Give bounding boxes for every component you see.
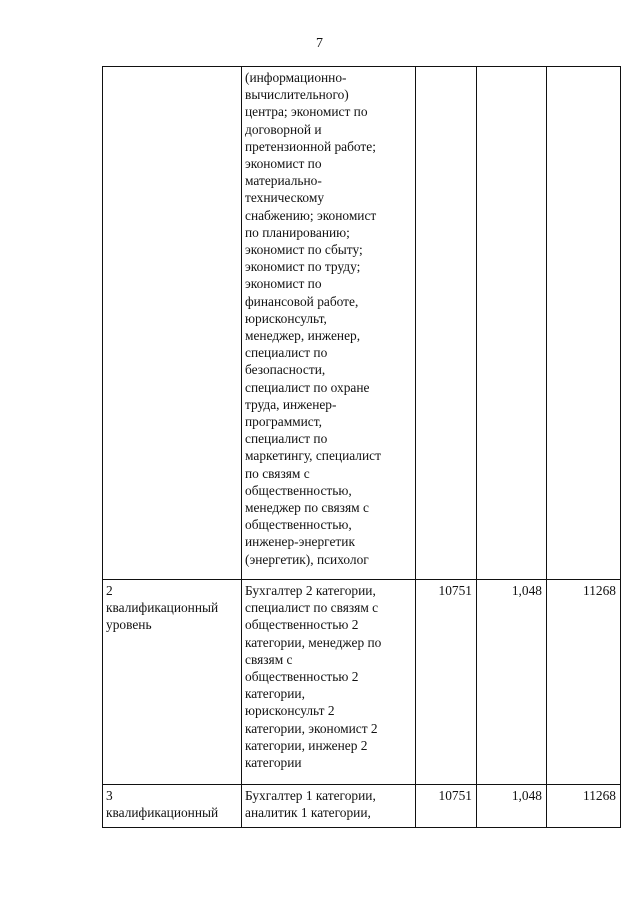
result-salary-cell — [547, 580, 621, 785]
coefficient-cell — [477, 67, 547, 580]
qualification-level-text: 3 квалификационный — [106, 788, 219, 821]
qualification-level-cell — [103, 580, 242, 785]
result-salary-text: 11268 — [583, 788, 616, 803]
page-number: 7 — [316, 36, 323, 51]
coefficient-text: 1,048 — [511, 583, 542, 598]
result-salary-cell — [547, 67, 621, 580]
base-salary-cell — [416, 67, 477, 580]
coefficient-cell — [477, 785, 547, 828]
base-salary-cell — [416, 785, 477, 828]
base-salary-text: 10751 — [438, 788, 472, 803]
table-row — [103, 785, 621, 828]
table-row — [103, 67, 621, 580]
base-salary-text: 10751 — [438, 583, 472, 598]
base-salary-cell — [416, 580, 477, 785]
qualification-level-cell — [103, 785, 242, 828]
position-titles-text: Бухгалтер 1 категории, аналитик 1 категории, — [245, 788, 376, 821]
result-salary-text: 11268 — [583, 583, 616, 598]
salary-table — [102, 66, 621, 828]
result-salary-cell — [547, 785, 621, 828]
qualification-level-text: 2 квалификационный уровень — [106, 583, 219, 633]
qualification-level-cell — [103, 67, 242, 580]
position-titles-cell — [242, 67, 416, 580]
position-titles-text: (информационно- вычислительного) центра; экономист по договорной и претензионной работе; экономист по материально- техническому снабжению; экономист по планированию; экономист по сбыту; экономист по труду; экономист по финансовой работе, юрисконсульт, менеджер, инженер, специалист по безопасности, специалист по охране труда, инженер- программист, специалист по маркетингу, специалист по связям с общественностью, менеджер по связям с общественностью, инженер-энергетик (энергетик), психолог — [245, 70, 381, 567]
coefficient-cell — [477, 580, 547, 785]
position-titles-cell — [242, 580, 416, 785]
position-titles-cell — [242, 785, 416, 828]
coefficient-text: 1,048 — [511, 788, 542, 803]
position-titles-text: Бухгалтер 2 категории, специалист по связям с общественностью 2 категории, менеджер по связям с общественностью 2 категории, юрисконсульт 2 категории, экономист 2 категории, инженер 2 категории — [245, 583, 382, 771]
table-row — [103, 580, 621, 785]
